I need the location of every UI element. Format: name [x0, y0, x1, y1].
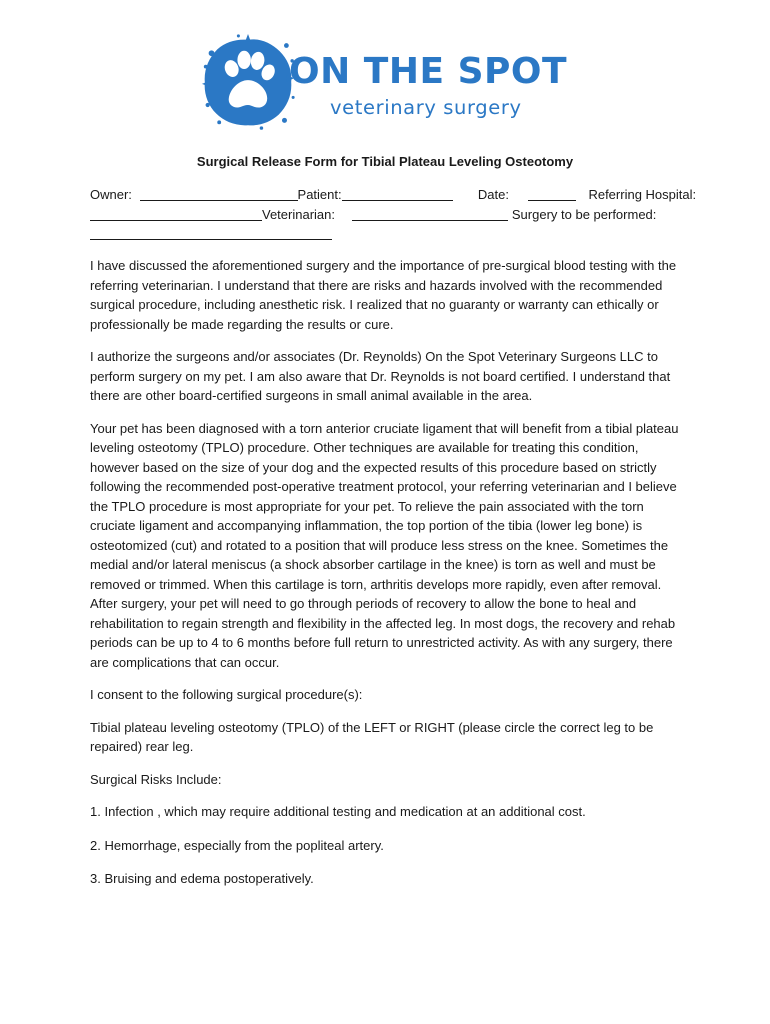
- form-title: Surgical Release Form for Tibial Plateau Leveling Osteotomy: [196, 154, 574, 169]
- paw-print-icon: [200, 34, 296, 130]
- logo-tagline: veterinary surgery: [330, 96, 522, 119]
- fields-row-3: [90, 224, 690, 244]
- owner-label: Owner:: [90, 187, 132, 202]
- risk-item: 3. Bruising and edema postoperatively.: [90, 871, 314, 886]
- patient-label: Patient:: [297, 187, 342, 202]
- date-label: Date:: [477, 187, 509, 202]
- patient-field[interactable]: [342, 187, 453, 201]
- fields-row-1: [90, 185, 697, 205]
- veterinarian-label: Veterinarian:: [262, 206, 335, 222]
- header-fields: [90, 185, 697, 244]
- veterinarian-field[interactable]: [352, 207, 508, 221]
- paragraph-diagnosis: Your pet has been diagnosed with a torn anterior cruciate ligament that will benefit from a tibial plateau leveling osteotomy (TPLO) procedure. Other techniques are available for treating this condition, however based on the size of your dog and the expected results of this procedure based on strictly following the recommended post-operative treatment protocol, your referring veterinarian and I believe the TPLO procedure is most appropriate for your pet. To relieve the pain associated with the torn cruciate ligament and accompanying inflammation, the top portion of the tibia (lower leg bone) is osteotomized (cut) and rotated to a position that will produce less stress on the knee. Sometimes the medial and/or lateral meniscus (a shock absorber cartilage in the knee) is torn as well and must be removed or trimmed. When this cartilage is torn, arthritis develops more rapidly, even after removal. After surgery, your pet will need to go through periods of recovery to allow the bone to heal and rehabilitation to regain strength and flexibility in the affected leg. In most dogs, the recovery and rehab periods can be up to 4 to 6 months before full return to unrestricted activity. As with any surgery, there are complications that can occur.: [90, 420, 679, 670]
- surgery-field[interactable]: [90, 226, 332, 240]
- form-body: [90, 256, 690, 903]
- referring-hospital-field[interactable]: [90, 207, 262, 221]
- paragraph-risks-heading: Surgical Risks Include:: [90, 771, 222, 787]
- paragraph-discussion: I have discussed the aforementioned surgery and the importance of pre-surgical blood testing with the referring veterinarian. I understand that there are risks and hazards involved with the recommended surgical procedure, including anesthetic risk. I realized that no guaranty or warranty can ethically or professionally be made regarding the results or cure.: [90, 258, 677, 332]
- paragraph-consent: I consent to the following surgical procedure(s):: [90, 687, 363, 702]
- surgery-label: Surgery to be performed:: [511, 206, 657, 222]
- risk-item: 2. Hemorrhage, especially from the popliteal artery.: [90, 837, 384, 853]
- fields-row-2: [90, 205, 690, 225]
- date-field[interactable]: [528, 187, 576, 201]
- logo: [200, 34, 580, 134]
- owner-field[interactable]: [140, 187, 298, 201]
- risk-item: 1. Infection , which may require additional testing and medication at an additional cost.: [90, 804, 586, 819]
- logo-name: ON THE SPOT: [289, 51, 568, 92]
- referring-hospital-label: Referring Hospital:: [588, 187, 697, 202]
- paragraph-authorization: I authorize the surgeons and/or associates (Dr. Reynolds) On the Spot Veterinary Surgeons LLC to perform surgery on my pet. I am also aware that Dr. Reynolds is not board certified. I understand that there are other board-certified surgeons in small animal available in the area.: [90, 349, 671, 403]
- paragraph-procedure: Tibial plateau leveling osteotomy (TPLO) of the LEFT or RIGHT (please circle the correct leg to be repaired) rear leg.: [90, 719, 654, 754]
